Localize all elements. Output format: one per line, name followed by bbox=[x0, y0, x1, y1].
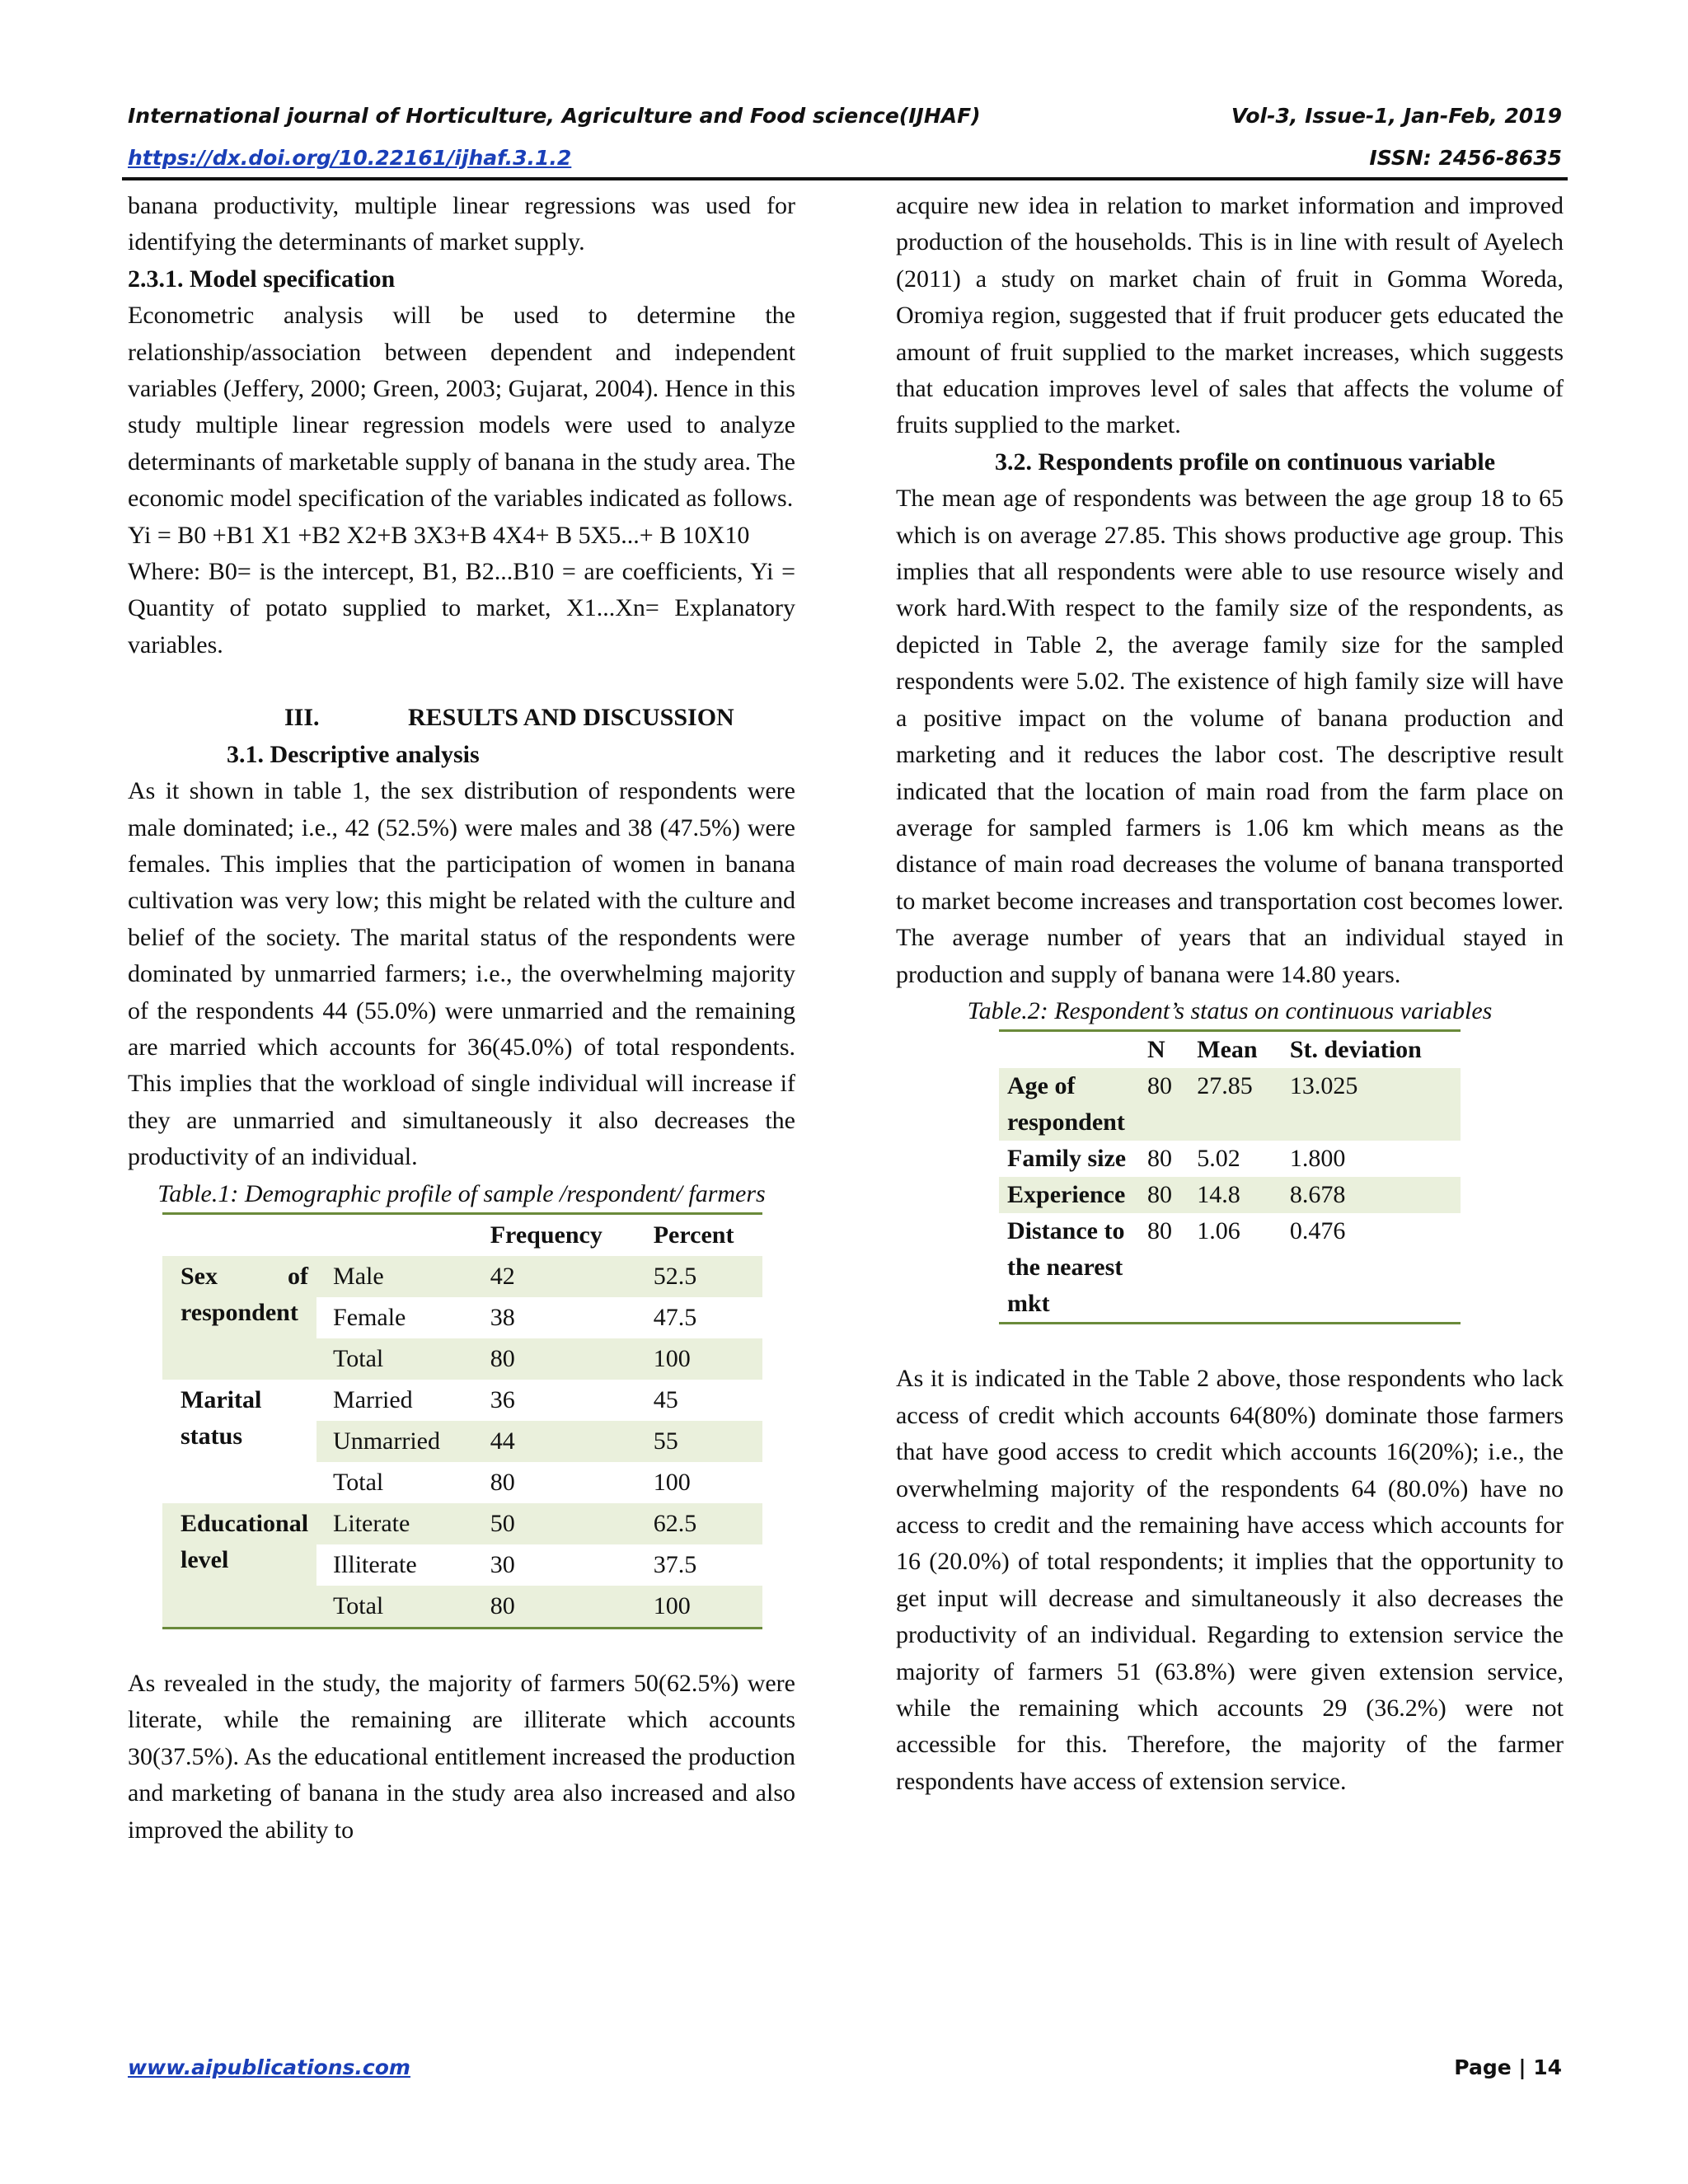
table-cell: Total bbox=[316, 1338, 474, 1380]
paragraph: Econometric analysis will be used to determine the relationship/association between dependent and independent variables (Jeffery, 2000; Green, 2003; Gujarat, 2004). Hence in this study multiple linear regression models were used to analyze determinants of marketable supply of banana in the study area. The economic model specification of the variables indicated as follows. bbox=[128, 302, 795, 513]
table-cell: 44 bbox=[474, 1421, 637, 1462]
table-header: N bbox=[1147, 1036, 1165, 1064]
table-cell: 1.800 bbox=[1289, 1145, 1346, 1173]
page-number: Page | 14 bbox=[1454, 2055, 1562, 2079]
doi-link[interactable]: https://dx.doi.org/10.22161/ijhaf.3.1.2 bbox=[128, 146, 572, 170]
table-header: St. deviation bbox=[1289, 1036, 1422, 1064]
paragraph: The mean age of respondents was between the age group 18 to 65 which is on average 27.85. This shows productive age group. This implies that all respondents were able to use resource wisely and work hard.With respect to the family size of the respondents, as depicted in Table 2, the average family size for the sampled respondents were 5.02. The existence of high family size will have a positive impact on the volume of banana production and marketing and it reduces the labor cost. The descriptive result indicated that the location of main road from the farm place on average for sampled farmers is 1.06 km which means as the distance of main road decreases the volume of banana transported to market become increases and transportation cost becomes lower. The average number of years that an individual stayed in production and supply of banana were 14.80 years. bbox=[896, 485, 1564, 988]
table2-caption: Table.2: Respondent’s status on continuous variables bbox=[967, 996, 1493, 1024]
table-group-label: Sex of respondent bbox=[162, 1256, 316, 1380]
table-cell: Female bbox=[333, 1303, 406, 1331]
section-number: III. bbox=[284, 704, 320, 732]
table-cell: 45 bbox=[653, 1385, 678, 1413]
issn: ISSN: 2456-8635 bbox=[1369, 146, 1562, 170]
table-row-label: Family size bbox=[1007, 1145, 1127, 1173]
table-cell: 62.5 bbox=[637, 1503, 762, 1544]
table-header: Percent bbox=[653, 1221, 734, 1249]
right-column bbox=[896, 188, 1564, 1800]
table-row-label: Distance to the nearest mkt bbox=[1007, 1217, 1125, 1318]
table2 bbox=[999, 1029, 1461, 1324]
left-column bbox=[128, 188, 795, 1849]
table-cell: 13.025 bbox=[1282, 1068, 1461, 1141]
paragraph: Where: B0= is the intercept, B1, B2...B10 = are coefficients, Yi = Quantity of potato supplied to market, X1...Xn= Explanatory variables. bbox=[128, 558, 795, 658]
table-cell: Unmarried bbox=[316, 1421, 474, 1462]
subsection-heading: 2.3.1. Model specification bbox=[128, 265, 396, 293]
paragraph: As it shown in table 1, the sex distribution of respondents were male dominated; i.e., 42 (52.5%) were males and 38 (47.5%) were females. This implies that the participation of women in banana cultivation was very low; this might be related with the culture and belief of the society. The marital status of the respondents were dominated by unmarried farmers; i.e., the overwhelming majority of the respondents 44 (55.0%) were unmarried and the remaining are married which accounts for 36(45.0%) of total respondents. This implies that the workload of single individual will increase if they are unmarried and simultaneously it also decreases the productivity of an individual. bbox=[128, 777, 795, 1171]
table-group-label: Educational level bbox=[162, 1503, 316, 1629]
section-title: RESULTS AND DISCUSSION bbox=[408, 704, 734, 732]
paragraph: banana productivity, multiple linear regressions was used for identifying the determinants of market supply. bbox=[128, 192, 795, 256]
table-cell: 5.02 bbox=[1197, 1145, 1240, 1173]
table-cell: Literate bbox=[316, 1503, 474, 1544]
table-row-label: Age of respondent bbox=[999, 1068, 1139, 1141]
publisher-link[interactable]: www.aipublications.com bbox=[128, 2055, 410, 2079]
table-cell: 80 bbox=[490, 1468, 515, 1496]
table-cell: 80 bbox=[474, 1338, 637, 1380]
regression-equation: Yi = B0 +B1 X1 +B2 X2+B 3X3+B 4X4+ B 5X5...+ B 10X10 bbox=[128, 521, 750, 549]
subsection-heading: 3.1. Descriptive analysis bbox=[227, 740, 480, 768]
table-cell: 80 bbox=[1139, 1068, 1189, 1141]
volume-issue: Vol-3, Issue-1, Jan-Feb, 2019 bbox=[1231, 104, 1562, 128]
section-heading bbox=[128, 700, 795, 736]
table-cell: Male bbox=[316, 1256, 474, 1297]
table-cell: Total bbox=[333, 1468, 384, 1496]
table-cell: 80 bbox=[1139, 1177, 1189, 1213]
paragraph: acquire new idea in relation to market information and improved production of the households. This is in line with result of Ayelech (2011) a study on market chain of fruit in Gomma Woreda, Oromiya region, suggested that if fruit producer gets educated the amount of fruit supplied to the market increases, which suggests that education improves level of sales that affects the volume of fruits supplied to the market. bbox=[896, 192, 1564, 439]
table-cell: 80 bbox=[1147, 1145, 1172, 1173]
table-cell: 55 bbox=[637, 1421, 762, 1462]
table-cell: 80 bbox=[1147, 1217, 1172, 1245]
table-cell: Illiterate bbox=[333, 1550, 417, 1578]
paragraph: As revealed in the study, the majority of farmers 50(62.5%) were literate, while the remaining are illiterate which accounts 30(37.5%). As the educational entitlement increased the production and marketing of banana in the study area also increased and also improved the ability to bbox=[128, 1669, 795, 1844]
table-cell: 52.5 bbox=[637, 1256, 762, 1297]
table-header: Mean bbox=[1197, 1036, 1258, 1064]
table-cell: 50 bbox=[474, 1503, 637, 1544]
table-cell: 100 bbox=[653, 1468, 691, 1496]
table-cell: 0.476 bbox=[1289, 1217, 1346, 1245]
table1 bbox=[162, 1212, 762, 1629]
table-cell: 14.8 bbox=[1189, 1177, 1282, 1213]
subsection-heading: 3.2. Respondents profile on continuous variable bbox=[995, 448, 1496, 476]
table-cell: Married bbox=[333, 1385, 413, 1413]
table-header: Frequency bbox=[490, 1221, 603, 1249]
table-cell: Total bbox=[316, 1586, 474, 1629]
journal-title: International journal of Horticulture, Agriculture and Food science(IJHAF) bbox=[128, 104, 981, 128]
table-cell: 100 bbox=[637, 1338, 762, 1380]
table-cell: 30 bbox=[490, 1550, 515, 1578]
table-cell: 42 bbox=[474, 1256, 637, 1297]
table1-caption: Table.1: Demographic profile of sample /respondent/ farmers bbox=[157, 1179, 766, 1207]
table-cell: 80 bbox=[474, 1586, 637, 1629]
table-row-label: Experience bbox=[999, 1177, 1139, 1213]
table-cell: 100 bbox=[637, 1586, 762, 1629]
table-cell: 1.06 bbox=[1197, 1217, 1240, 1245]
header-rule bbox=[122, 177, 1568, 180]
table-cell: 8.678 bbox=[1282, 1177, 1461, 1213]
table-cell: 37.5 bbox=[653, 1550, 697, 1578]
table-cell: 27.85 bbox=[1189, 1068, 1282, 1141]
table-cell: 36 bbox=[490, 1385, 515, 1413]
paragraph: As it is indicated in the Table 2 above, those respondents who lack access of credit which accounts 64(80%) dominate those farmers that have good access to credit which accounts 16(20%); i.e., the overwhelming majority of the respondents 64 (80.0%) have no access to credit and the remaining have access which accounts for 16 (20.0%) of total respondents; it implies that the opportunity to get input will decrease and simultaneously it also decreases the productivity of an individual. Regarding to extension service the majority of farmers 51 (63.8%) were given extension service, while the remaining which accounts 29 (36.2%) were not accessible for this. Therefore, the majority of the farmer respondents have access of extension service. bbox=[896, 1365, 1564, 1795]
table-cell: 38 bbox=[490, 1303, 515, 1331]
table-cell: 47.5 bbox=[653, 1303, 697, 1331]
table-group-label: Marital status bbox=[181, 1385, 262, 1450]
